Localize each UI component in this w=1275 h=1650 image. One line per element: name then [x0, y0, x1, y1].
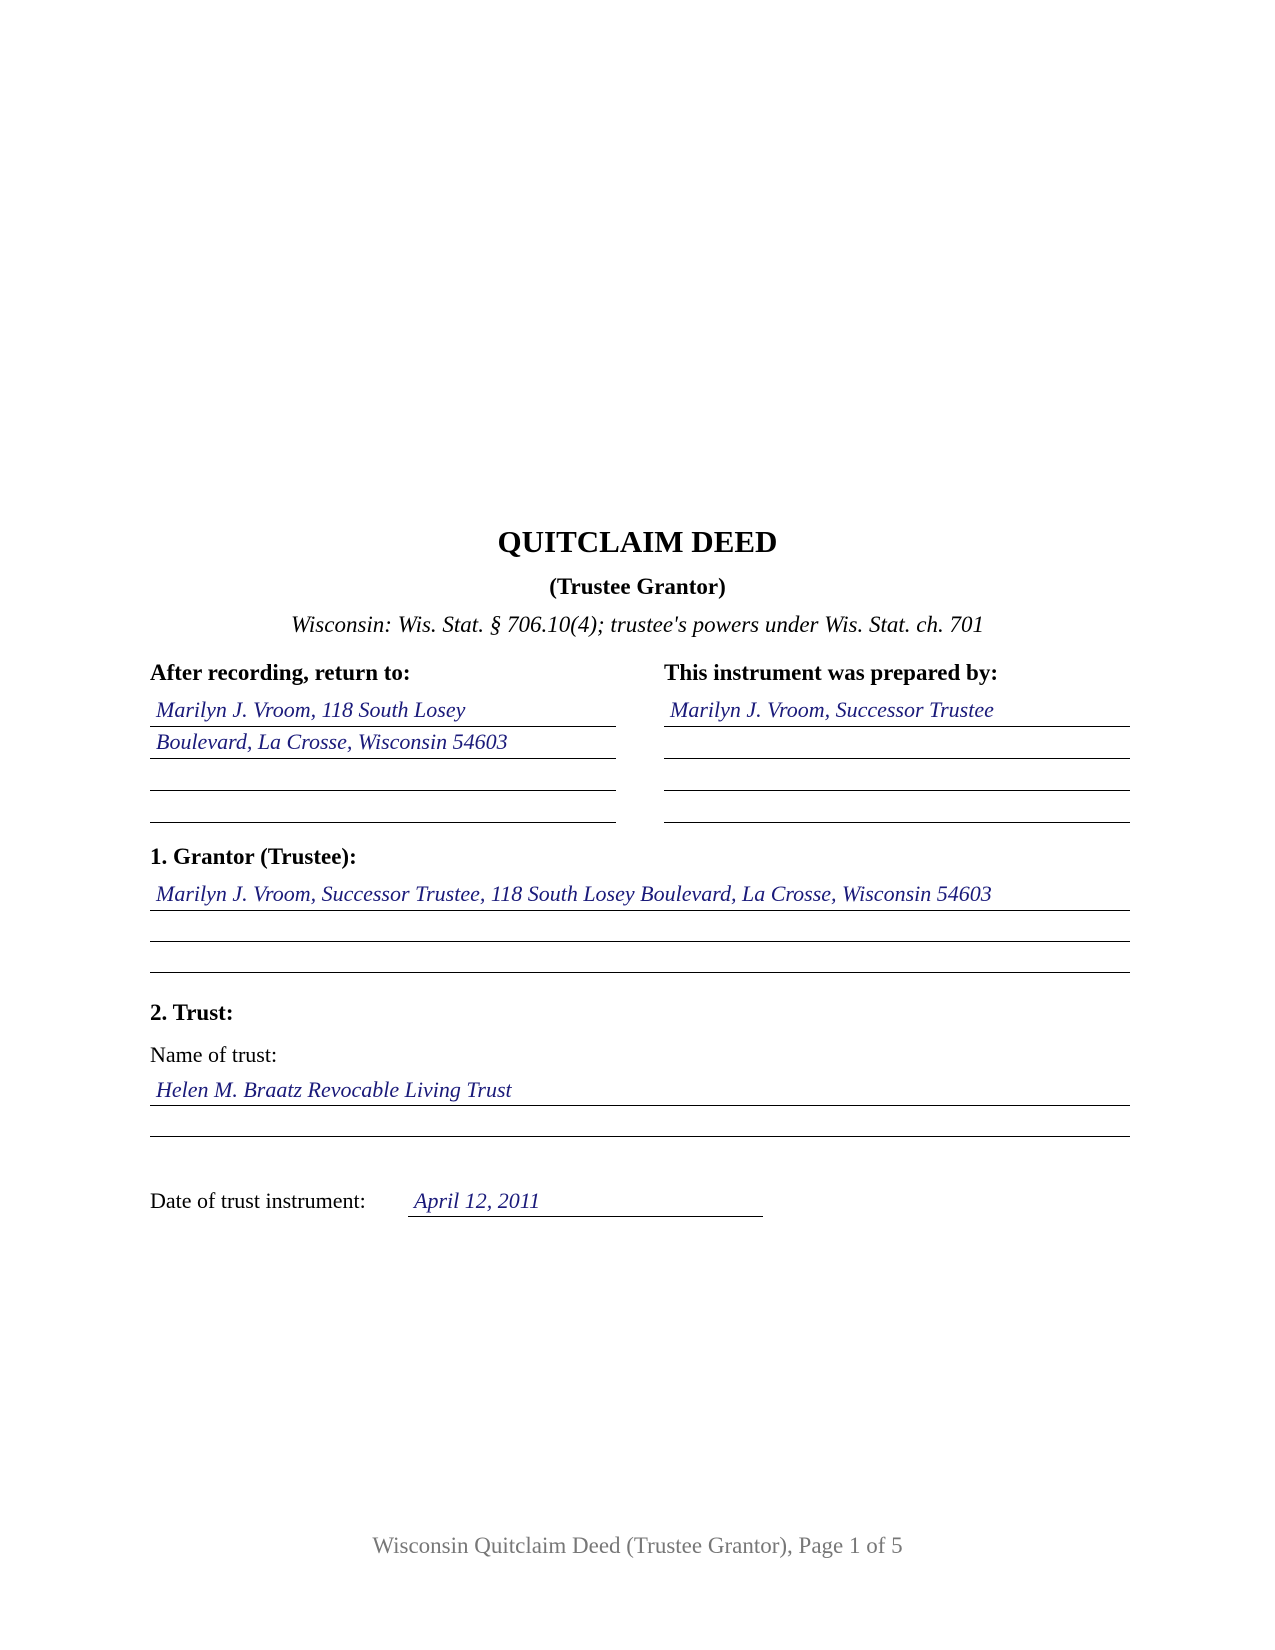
grantor-line1-field[interactable] [150, 910, 1130, 911]
trust-date-value: April 12, 2011 [414, 1188, 541, 1213]
trust-date-label: Date of trust instrument: [150, 1188, 366, 1213]
prepared-by-line4-field[interactable] [664, 822, 1130, 823]
trust-heading: 2. Trust: [150, 1000, 234, 1025]
trust-date-field[interactable] [408, 1216, 763, 1217]
prepared-by-line1-field[interactable] [664, 726, 1130, 727]
return-to-line4-field[interactable] [150, 822, 616, 823]
return-to-line3-field[interactable] [150, 790, 616, 791]
prepared-by-line2-field[interactable] [664, 758, 1130, 759]
return-to-line2-field[interactable] [150, 758, 616, 759]
page-footer: Wisconsin Quitclaim Deed (Trustee Grantor), Page 1 of 5 [372, 1533, 903, 1558]
prepared-by-line3-field[interactable] [664, 790, 1130, 791]
grantor-heading: 1. Grantor (Trustee): [150, 844, 357, 869]
return-to-line2-value: Boulevard, La Crosse, Wisconsin 54603 [156, 729, 508, 754]
document-title: QUITCLAIM DEED [497, 524, 778, 559]
prepared-by-heading: This instrument was prepared by: [664, 660, 998, 685]
trust-name-label: Name of trust: [150, 1042, 278, 1067]
trust-name-line1-field[interactable] [150, 1105, 1130, 1106]
return-to-line1-value: Marilyn J. Vroom, 118 South Losey [156, 697, 466, 722]
trust-name-value: Helen M. Braatz Revocable Living Trust [156, 1077, 512, 1102]
grantor-line3-field[interactable] [150, 972, 1130, 973]
trust-name-line2-field[interactable] [150, 1136, 1130, 1137]
return-to-heading: After recording, return to: [150, 660, 411, 685]
statute-citation: Wisconsin: Wis. Stat. § 706.10(4); trustee's powers under Wis. Stat. ch. 701 [291, 612, 984, 637]
grantor-line1-value: Marilyn J. Vroom, Successor Trustee, 118 South Losey Boulevard, La Crosse, Wisconsin 54603 [156, 881, 992, 906]
prepared-by-line1-value: Marilyn J. Vroom, Successor Trustee [670, 697, 994, 722]
document-subtitle: (Trustee Grantor) [549, 574, 726, 599]
grantor-line2-field[interactable] [150, 941, 1130, 942]
